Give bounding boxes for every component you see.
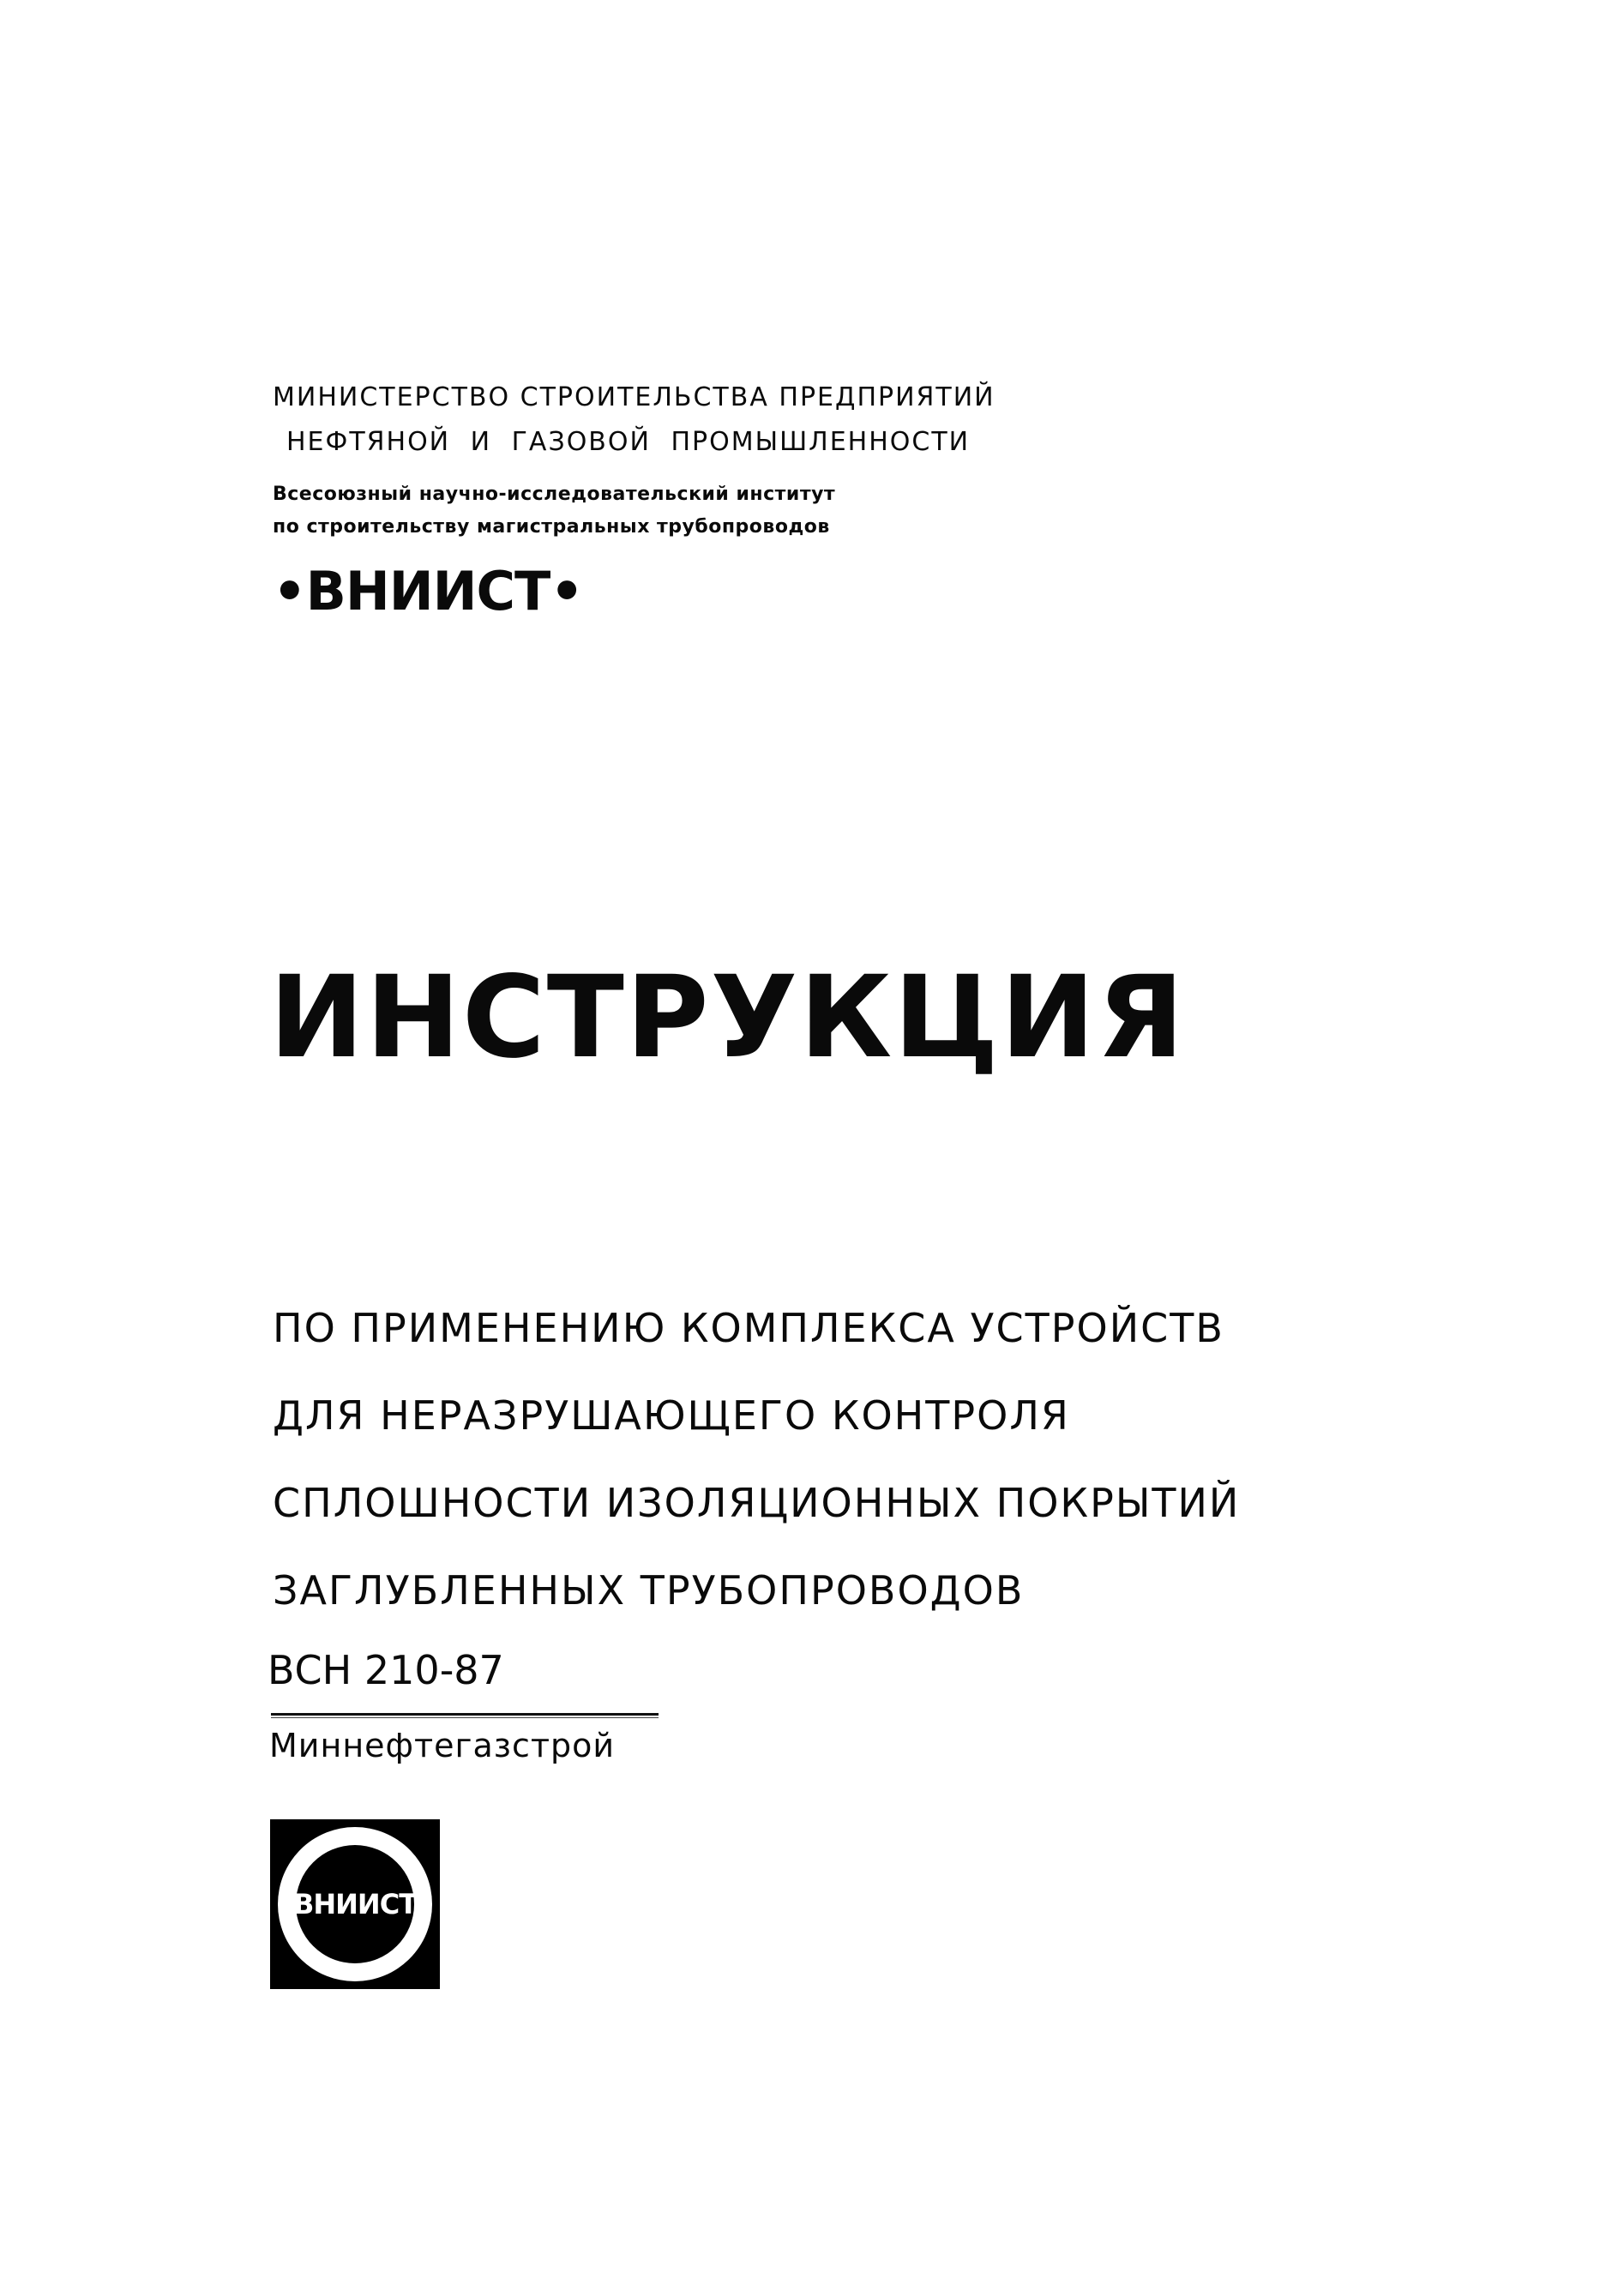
subject-line-1: ПО ПРИМЕНЕНИЮ КОМПЛЕКСА УСТРОЙСТВ	[273, 1305, 1224, 1351]
ministry-line-1: МИНИСТЕРСТВО СТРОИТЕЛЬСТВА ПРЕДПРИЯТИЙ	[273, 382, 995, 412]
vniist-logo	[270, 1819, 440, 1989]
divider-line	[271, 1713, 659, 1716]
organization-name: •ВНИИСТ•	[273, 560, 583, 622]
institute-name	[273, 478, 835, 544]
institute-line-1: Всесоюзный научно-исследовательский институт	[273, 484, 836, 505]
subject-line-3: СПЛОШНОСТИ ИЗОЛЯЦИОННЫХ ПОКРЫТИЙ	[273, 1480, 1241, 1526]
subject-line-4: ЗАГЛУБЛЕННЫХ ТРУБОПРОВОДОВ	[273, 1567, 1025, 1614]
document-subject	[273, 1284, 1240, 1634]
subject-line-2: ДЛЯ НЕРАЗРУШАЮЩЕГО КОНТРОЛЯ	[273, 1392, 1070, 1439]
ministry-short-name: Миннефтегазстрой	[269, 1727, 616, 1764]
document-type-title: ИНСТРУКЦИЯ	[269, 952, 1186, 1084]
ministry-line-2: НЕФТЯНОЙ И ГАЗОВОЙ ПРОМЫШЛЕННОСТИ	[286, 427, 971, 457]
logo-text: ВНИИСТ	[292, 1888, 418, 1920]
document-code: ВСН 210-87	[268, 1647, 504, 1693]
institute-line-2: по строительству магистральных трубопроводов	[273, 516, 830, 538]
ministry-name	[273, 376, 995, 465]
divider-line-thin	[271, 1717, 659, 1718]
